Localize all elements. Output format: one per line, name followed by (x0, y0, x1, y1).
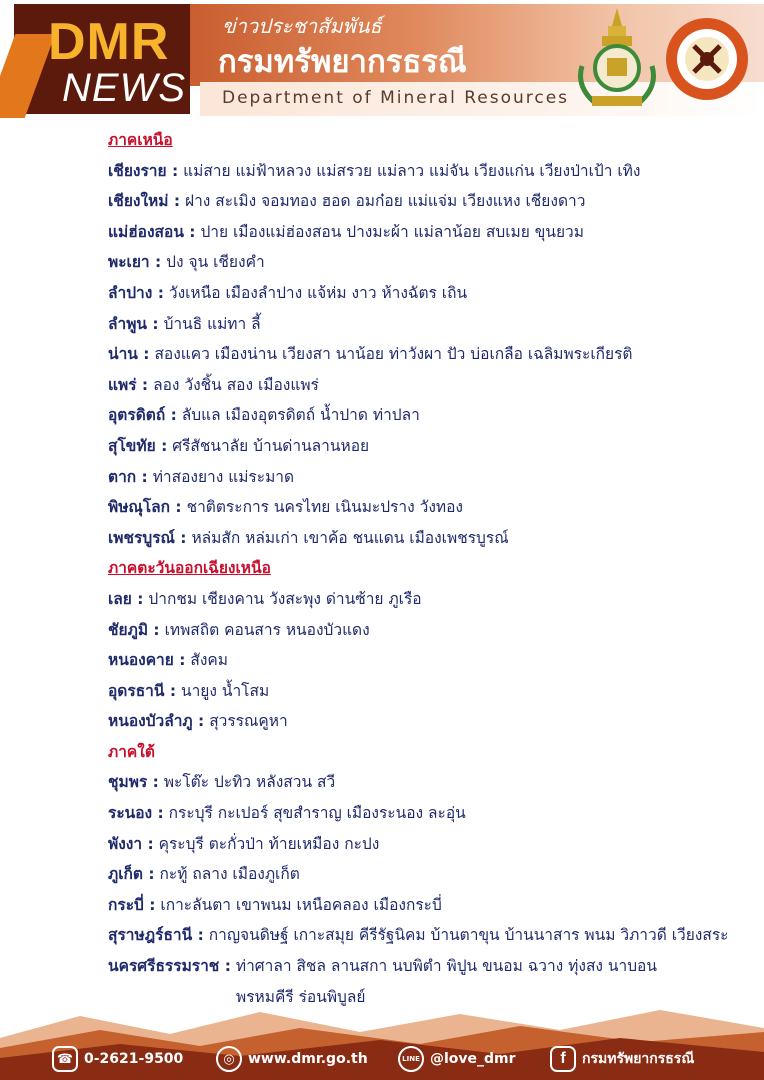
province-name: กระบี่ : (108, 895, 156, 914)
province-name: พะเยา : (108, 253, 162, 272)
district-names: ฝาง สะเมิง จอมทอง ฮอด อมก๋อย แม่แจ่ม เวียงแหง เชียงดาว (185, 192, 586, 211)
footer-line[interactable] (398, 1042, 516, 1076)
province-row (108, 492, 728, 523)
province-row (108, 156, 728, 187)
dmr-news-logo (14, 4, 190, 114)
district-names: กระบุรี กะเปอร์ สุขสำราญ เมืองระนอง ละอุ่น (168, 804, 466, 823)
footer-phone[interactable] (52, 1042, 183, 1076)
province-name: น่าน : (108, 345, 150, 364)
province-row (108, 615, 728, 646)
province-row (108, 431, 728, 462)
province-row (108, 186, 728, 217)
province-name: พิษณุโลก : (108, 498, 182, 517)
province-name: ระนอง : (108, 804, 164, 823)
province-name: สุราษฎร์ธานี : (108, 926, 204, 945)
province-name: แม่ฮ่องสอน : (108, 222, 196, 241)
province-name: หนองบัวลำภู : (108, 712, 205, 731)
province-name: เพชรบูรณ์ : (108, 528, 187, 547)
globe-icon: ◎ (216, 1046, 242, 1072)
province-row (108, 584, 728, 615)
province-name: ลำพูน : (108, 314, 159, 333)
line-icon (398, 1046, 424, 1072)
district-names: สังคม (190, 651, 229, 670)
province-name: สุโขทัย : (108, 436, 168, 455)
header (0, 0, 764, 122)
dmr-seal-icon (664, 16, 750, 102)
district-names: ท่าสองยาง แม่ระมาด (152, 467, 295, 486)
district-names: พะโต๊ะ ปะทิว หลังสวน สวี (163, 773, 336, 792)
district-names: คุระบุรี ตะกั่วป่า ท้ายเหมือง กะปง (158, 834, 380, 853)
district-names: ลับแล เมืองอุตรดิตถ์ น้ำปาด ท่าปลา (181, 406, 420, 425)
region-heading (108, 553, 728, 584)
district-names: ท่าศาลา สิชล ลานสกา นบพิตำ พิปูน ขนอม ฉวาง ทุ่งสง นาบอน (235, 957, 657, 976)
province-row (108, 676, 728, 707)
header-subtitle: ข่าวประชาสัมพันธ์ (222, 14, 382, 38)
province-row (108, 829, 728, 860)
province-row (108, 645, 728, 676)
region-heading (108, 125, 728, 156)
district-names: ลอง วังชิ้น สอง เมืองแพร่ (153, 375, 319, 394)
province-name: แพร่ : (108, 375, 149, 394)
department-name: Department of Mineral Resources (222, 88, 570, 108)
province-row (108, 859, 728, 890)
district-names: สองแคว เมืองน่าน เวียงสา นาน้อย ท่าวังผา ปัว บ่อเกลือ เฉลิมพระเกียรติ (154, 345, 633, 364)
region-title: ภาคตะวันออกเฉียงเหนือ (108, 559, 271, 578)
region-title: ภาคเหนือ (108, 131, 173, 149)
province-row (108, 217, 728, 248)
province-row (108, 339, 728, 370)
district-names: ชาติตระการ นครไทย เนินมะปราง วังทอง (186, 498, 463, 517)
district-names: หล่มสัก หล่มเก่า เขาค้อ ชนแดน เมืองเพชรบูรณ์ (191, 528, 509, 547)
district-names: วังเหนือ เมืองลำปาง แจ้ห่ม งาว ห้างฉัตร เถิน (168, 283, 468, 302)
phone-number: 0-2621-9500 (84, 1051, 184, 1067)
district-names: บ้านธิ แม่ทา ลี้ (163, 314, 261, 333)
district-names: ปากชม เชียงคาน วังสะพุง ด่านซ้าย ภูเรือ (148, 589, 422, 608)
province-row (108, 951, 728, 982)
province-name: ลำปาง : (108, 283, 164, 302)
ministry-emblem-icon (574, 6, 660, 110)
province-row (108, 462, 728, 493)
district-names: เทพสถิต คอนสาร หนองบัวแดง (164, 620, 370, 639)
district-names: สุวรรณคูหา (209, 712, 288, 731)
district-names: เกาะลันตา เขาพนม เหนือคลอง เมืองกระบี่ (160, 895, 442, 914)
facebook-name: กรมทรัพยากรธรณี (582, 1051, 695, 1067)
logo-bottom-text: NEWS (62, 66, 186, 110)
province-row (108, 247, 728, 278)
facebook-icon: f (550, 1046, 576, 1072)
province-name: ภูเก็ต : (108, 865, 155, 884)
province-name: เลย : (108, 589, 144, 608)
province-name: ตาก : (108, 467, 148, 486)
district-names: กะทู้ ถลาง เมืองภูเก็ต (159, 865, 300, 884)
province-row (108, 920, 728, 951)
logo-top-text: DMR (48, 13, 170, 71)
province-row (108, 309, 728, 340)
district-names: กาญจนดิษฐ์ เกาะสมุย คีรีรัฐนิคม บ้านตาขุน บ้านนาสาร พนม วิภาวดี เวียงสระ (208, 926, 729, 945)
website-text: www.dmr.go.th (248, 1051, 368, 1067)
province-row (108, 798, 728, 829)
province-row (108, 400, 728, 431)
province-name: อุตรดิตถ์ : (108, 406, 177, 425)
district-names: ศรีสัชนาลัย บ้านด่านลานหอย (172, 436, 370, 455)
district-names: ปง จุน เชียงคำ (166, 253, 265, 272)
province-name: อุดรธานี : (108, 681, 177, 700)
footer-website[interactable] (216, 1042, 368, 1076)
line-icon-label: LINE (402, 1055, 420, 1063)
district-list (108, 125, 728, 1012)
district-names: นายูง น้ำโสม (181, 681, 270, 700)
line-id-text: @love_dmr (430, 1051, 516, 1067)
province-row (108, 523, 728, 554)
region-heading (108, 737, 728, 768)
province-row (108, 278, 728, 309)
phone-icon: ☎ (52, 1046, 78, 1072)
province-row (108, 767, 728, 798)
province-row (108, 706, 728, 737)
province-name: ชุมพร : (108, 773, 159, 792)
footer-facebook[interactable] (550, 1042, 694, 1076)
region-title: ภาคใต้ (108, 742, 155, 761)
province-name: หนองคาย : (108, 651, 186, 670)
district-names: แม่สาย แม่ฟ้าหลวง แม่สรวย แม่ลาว แม่จัน เวียงแก่น เวียงป่าเป้า เทิง (183, 161, 641, 180)
province-name: พังงา : (108, 834, 154, 853)
province-name: เชียงใหม่ : (108, 192, 181, 211)
province-name: ชัยภูมิ : (108, 620, 160, 639)
header-title: กรมทรัพยากรธรณี (218, 44, 467, 80)
district-names: ปาย เมืองแม่ฮ่องสอน ปางมะผ้า แม่ลาน้อย สบเมย ขุนยวม (200, 222, 584, 241)
province-name: นครศรีธรรมราช : (108, 957, 231, 976)
province-row (108, 370, 728, 401)
province-name: เชียงราย : (108, 161, 179, 180)
province-row (108, 890, 728, 921)
district-names-continued: พรหมคีรี ร่อนพิบูลย์ (236, 987, 366, 1006)
